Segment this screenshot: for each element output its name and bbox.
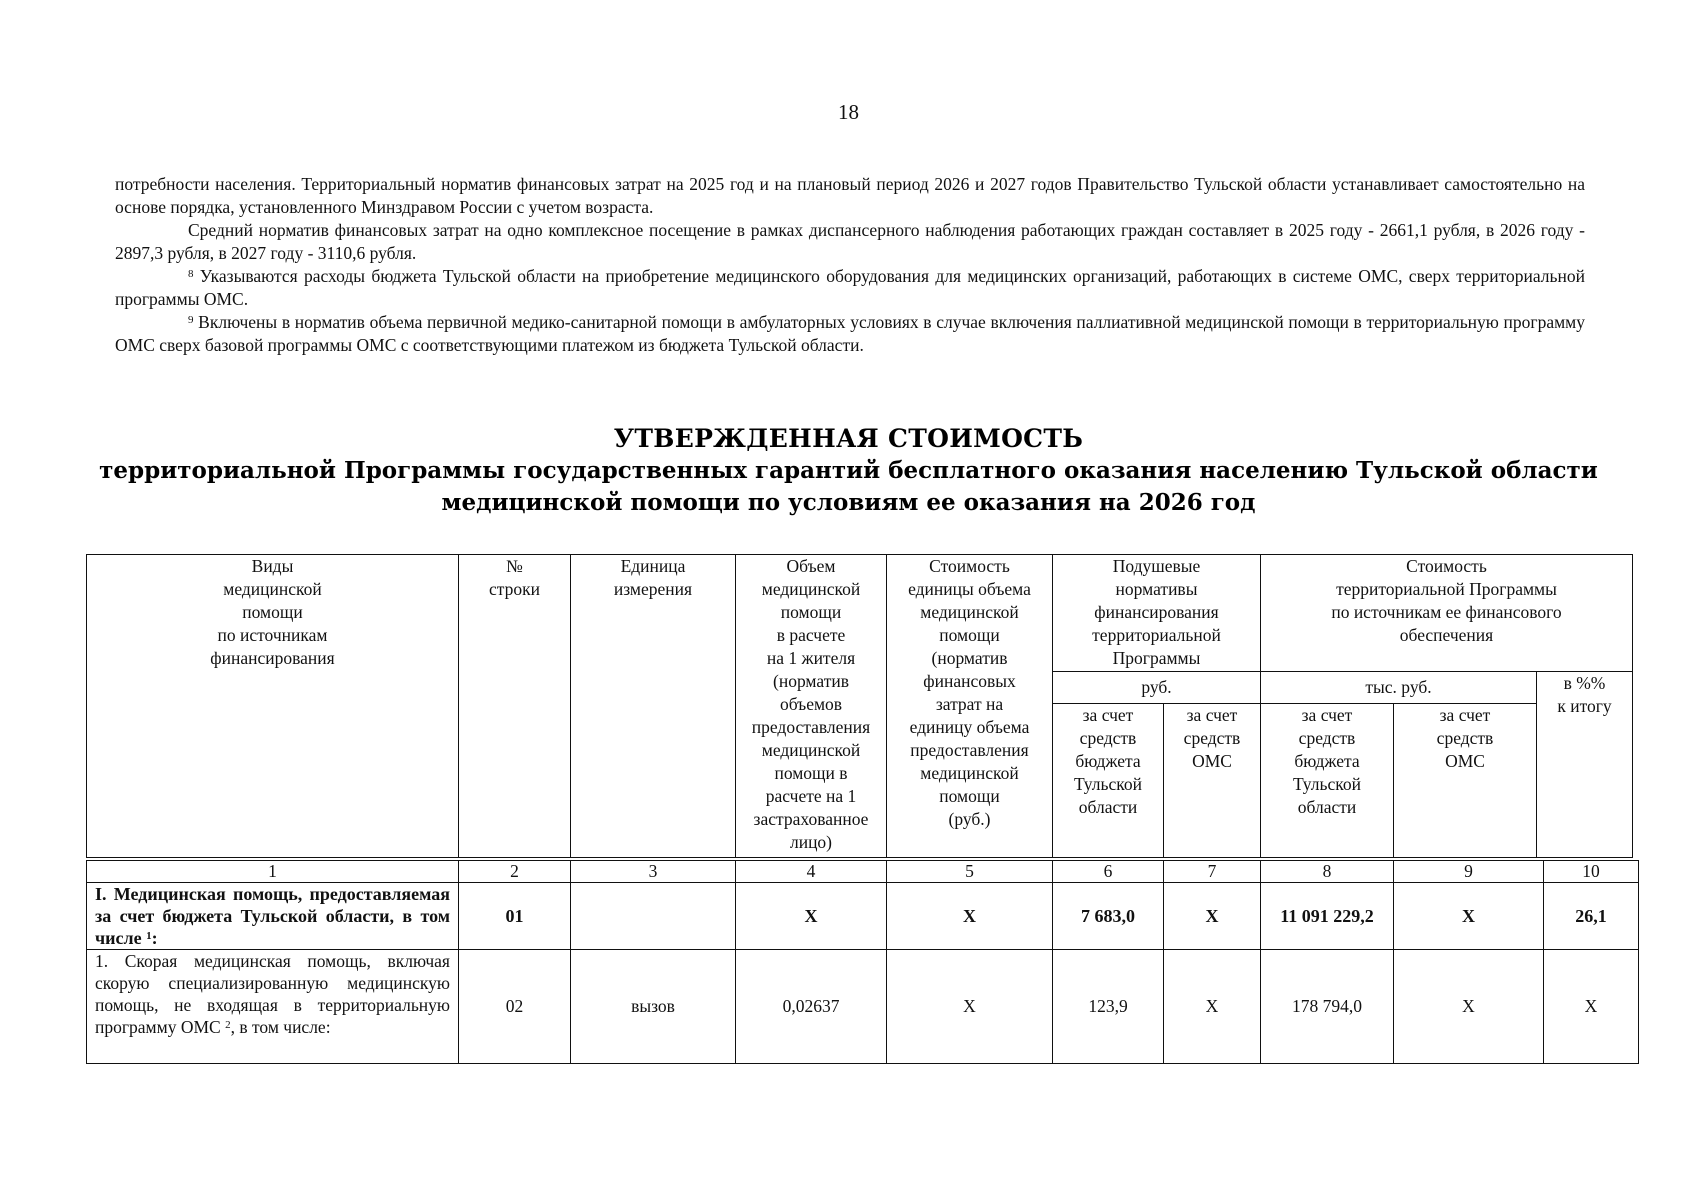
table-row xyxy=(87,950,1639,1064)
column-number: 5 xyxy=(887,861,1053,883)
table-body xyxy=(86,860,1639,1064)
document-subtitle-line: медицинской помощи по условиям ее оказания на 2026 год xyxy=(441,489,1256,516)
column-number: 3 xyxy=(571,861,736,883)
header-unit: Единица измерения xyxy=(571,555,736,858)
header-per-capita-oms: за счет средств ОМС xyxy=(1164,704,1261,858)
column-number: 10 xyxy=(1544,861,1639,883)
column-numbers-row xyxy=(87,861,1639,883)
row-per-capita-oms: Х xyxy=(1164,883,1261,950)
header-thousand-rub: тыс. руб. xyxy=(1261,672,1537,704)
table-row xyxy=(87,883,1639,950)
notes-block xyxy=(115,173,1585,357)
row-per-capita-budget: 7 683,0 xyxy=(1053,883,1164,950)
document-heading xyxy=(0,423,1697,519)
notes-paragraph: Средний норматив финансовых затрат на одно комплексное посещение в рамках диспансерного наблюдения работающих граждан составляет в 2025 году - 2661,1 рубля, в 2026 году - 2897,3 рубля, в 2027 году - 3110,6 рубля. xyxy=(115,220,1585,263)
document-title: УТВЕРЖДЕННАЯ СТОИМОСТЬ xyxy=(613,424,1084,453)
header-unit-cost: Стоимость единицы объема медицинской помощи (норматив финансовых затрат на единицу объема предоставления медицинской помощи (руб.) xyxy=(887,555,1053,858)
row-name: 1. Скорая медицинская помощь, включая скорую специализированную медицинскую помощь, не входящая в территориальную программу ОМС $^2$, в том числе: xyxy=(87,950,459,1064)
footnote-text: Указываются расходы бюджета Тульской области на приобретение медицинского оборудования для медицинских организаций, работающих в системе ОМС, сверх территориальной программы ОМС. xyxy=(115,266,1585,309)
column-number: 9 xyxy=(1394,861,1544,883)
header-program-cost: Стоимость территориальной Программы по источникам ее финансового обеспечения xyxy=(1261,555,1633,672)
row-number: 01 xyxy=(459,883,571,950)
row-unit xyxy=(571,883,736,950)
header-volume: Объем медицинской помощи в расчете на 1 жителя (норматив объемов предоставления медицинской помощи в расчете на 1 застрахованное лицо) xyxy=(736,555,887,858)
row-volume: 0,02637 xyxy=(736,950,887,1064)
header-kinds-of-care: Виды медицинской помощи по источникам финансирования xyxy=(87,555,459,858)
header-cost-oms: за счет средств ОМС xyxy=(1394,704,1537,858)
document-subtitle-line: территориальной Программы государственных гарантий бесплатного оказания населению Тульской области xyxy=(99,457,1598,484)
header-per-capita-budget: за счет средств бюджета Тульской области xyxy=(1053,704,1164,858)
row-volume: Х xyxy=(736,883,887,950)
footnote-9 xyxy=(115,311,1585,357)
column-number: 7 xyxy=(1164,861,1261,883)
footnote-mark: 9 xyxy=(188,314,194,326)
table-header xyxy=(86,554,1633,858)
row-cost-budget: 11 091 229,2 xyxy=(1261,883,1394,950)
column-number: 8 xyxy=(1261,861,1394,883)
footnote-8 xyxy=(115,265,1585,311)
row-cost-budget: 178 794,0 xyxy=(1261,950,1394,1064)
row-percent: 26,1 xyxy=(1544,883,1639,950)
notes-paragraph: потребности населения. Территориальный норматив финансовых затрат на 2025 год и на плановый период 2026 и 2027 годов Правительство Тульской области устанавливает самостоятельно на основе порядка, установленного Минздравом России с учетом возраста. xyxy=(115,174,1585,217)
header-per-capita: Подушевые нормативы финансирования территориальной Программы xyxy=(1053,555,1261,672)
header-cost-budget: за счет средств бюджета Тульской области xyxy=(1261,704,1394,858)
column-number: 1 xyxy=(87,861,459,883)
header-rub: руб. xyxy=(1053,672,1261,704)
header-row-number: № строки xyxy=(459,555,571,858)
header-percent: в %% к итогу xyxy=(1537,672,1633,858)
row-cost-oms: Х xyxy=(1394,950,1544,1064)
row-per-capita-budget: 123,9 xyxy=(1053,950,1164,1064)
footnote-text: Включены в норматив объема первичной медико-санитарной помощи в амбулаторных условиях в случае включения паллиативной медицинской помощи в территориальную программу ОМС сверх базовой программы ОМС с соответствующими платежом из бюджета Тульской области. xyxy=(115,312,1585,355)
column-number: 4 xyxy=(736,861,887,883)
column-number: 2 xyxy=(459,861,571,883)
row-per-capita-oms: Х xyxy=(1164,950,1261,1064)
column-number: 6 xyxy=(1053,861,1164,883)
footnote-mark: 8 xyxy=(188,268,194,280)
footnote-mark: 2 xyxy=(225,1019,231,1031)
row-unit: вызов xyxy=(571,950,736,1064)
row-unit-cost: Х xyxy=(887,883,1053,950)
row-percent: Х xyxy=(1544,950,1639,1064)
row-cost-oms: Х xyxy=(1394,883,1544,950)
page-number: 18 xyxy=(838,100,859,124)
footnote-mark: 1 xyxy=(146,930,152,942)
row-name: I. Медицинская помощь, предоставляемая за счет бюджета Тульской области, в том числе $^1$: xyxy=(87,883,459,950)
row-unit-cost: Х xyxy=(887,950,1053,1064)
row-number: 02 xyxy=(459,950,571,1064)
